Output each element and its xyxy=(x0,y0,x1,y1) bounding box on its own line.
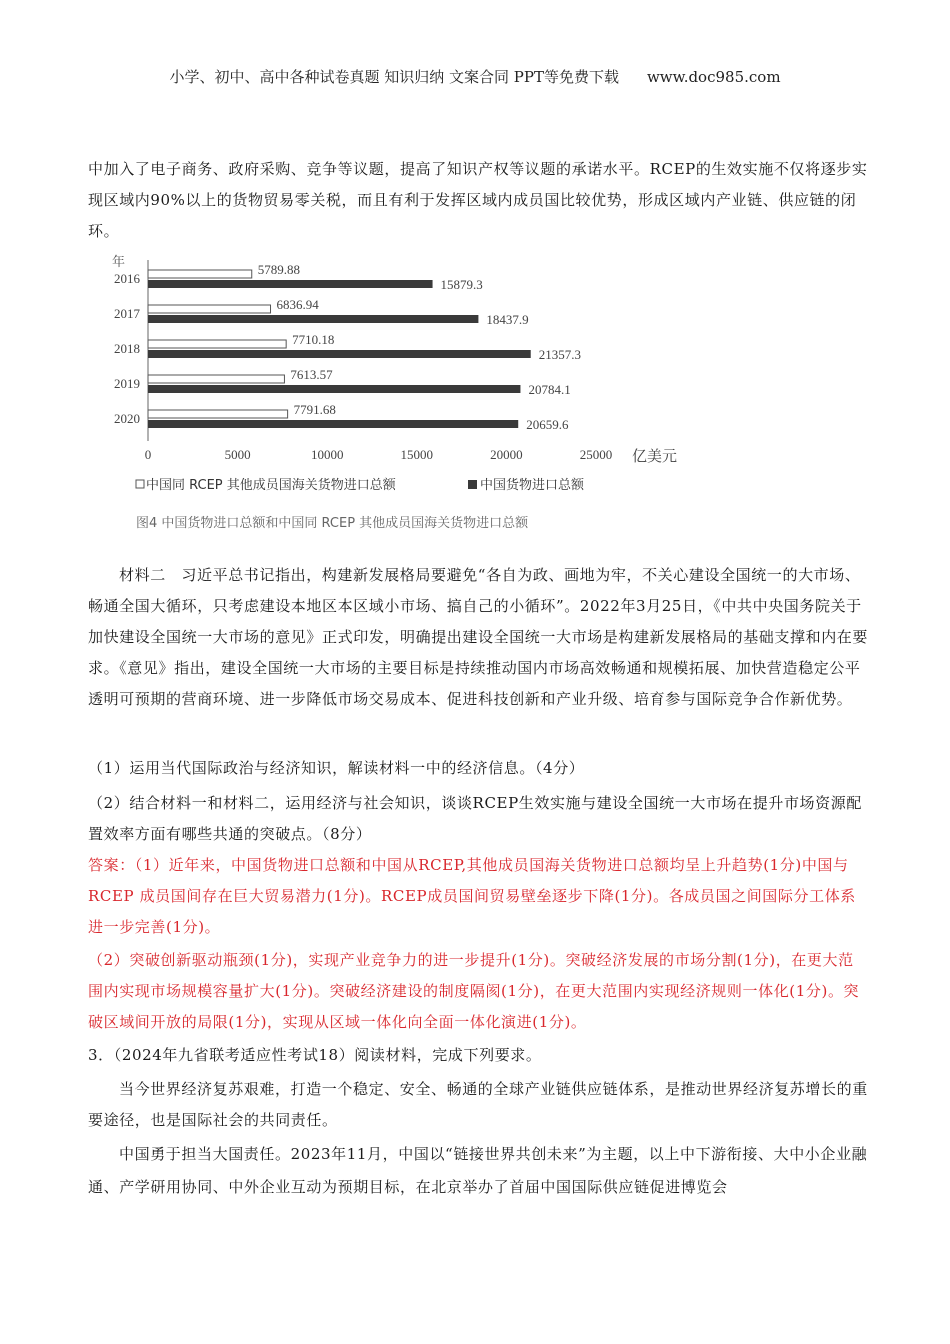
x-tick-15000: 15000 xyxy=(400,447,434,462)
material-two: 材料二 习近平总书记指出，构建新发展格局要避免“各自为政、画地为牢，不关心建设全国统一的大市场、畅通全国大循环，只考虑建设本地区本区域小市场、搞自己的小循环”。2022年3月25日，《中共中央国务院关于加快建设全国统一大市场的意见》正式印发，明确提出建设全国统一大市场是构建新发展格局的基础支撑和内在要求。《意见》指出，建设全国统一大市场的主要目标是持续推动国内市场高效畅通和规模拓展、加快营造稳定公平透明可预期的营商环境、进一步降低市场交易成本、促进科技创新和产业升级、培育参与国际竞争合作新优势。 xyxy=(88,566,869,708)
question-3-china-paragraph: 中国勇于担当大国责任。2023年11月，中国以“链接世界共创未来”为主题，以上中下游衔接、大中小企业融通、产学研用协同、中外企业互动为预期目标，在北京举办了首届中国国际供应链促进博览会 xyxy=(88,1145,868,1196)
legend-swatch-total xyxy=(468,480,477,489)
bar-total-2017 xyxy=(148,315,478,323)
header-text: 小学、初中、高中各种试卷真题 知识归纳 文案合同 PPT等免费下载 xyxy=(169,68,619,86)
answer-2: （2）突破创新驱动瓶颈(1分)，实现产业竞争力的进一步提升(1分)。突破经济发展的市场分割(1分)，在更大范围内实现市场规模容量扩大(1分)。突破经济建设的制度隔阂(1分)，在更大范围内实现经济规则一体化(1分)。突破区域间开放的局限(1分)，实现从区域一体化向全面一体化演进(1分)。 xyxy=(88,951,860,1031)
chart-svg xyxy=(96,252,716,542)
question-2: （2）结合材料一和材料二，运用经济与社会知识，谈谈RCEP生效实施与建设全国统一大市场在提升市场资源配置效率方面有哪些共通的突破点。（8分） xyxy=(88,794,862,843)
category-label-2016: 2016 xyxy=(114,271,140,286)
bar-rcep-2019 xyxy=(148,375,284,383)
bar-rcep-2017 xyxy=(148,305,271,313)
x-tick-10000: 10000 xyxy=(310,447,344,462)
data-label-total-2017: 18437.9 xyxy=(486,312,529,327)
bar-rcep-2016 xyxy=(148,270,252,278)
bar-rcep-2020 xyxy=(148,410,288,418)
bar-total-2016 xyxy=(148,280,433,288)
data-label-rcep-2020: 7791.68 xyxy=(293,402,336,417)
x-tick-25000: 25000 xyxy=(579,447,613,462)
question-3-title: 3．（2024年九省联考适应性考试18）阅读材料，完成下列要求。 xyxy=(88,1046,542,1064)
data-label-rcep-2017: 6836.94 xyxy=(276,297,319,312)
bar-rcep-2018 xyxy=(148,340,286,348)
bar-total-2019 xyxy=(148,385,520,393)
x-tick-5000: 5000 xyxy=(224,447,251,462)
import-chart xyxy=(96,252,716,542)
x-tick-20000: 20000 xyxy=(490,447,523,462)
chart-title: 图4 中国货物进口总额和中国同 RCEP 其他成员国海关货物进口总额 xyxy=(136,516,529,531)
category-label-2020: 2020 xyxy=(114,411,140,426)
data-label-rcep-2016: 5789.88 xyxy=(257,262,301,277)
bar-total-2018 xyxy=(148,350,531,358)
legend-label-total: 中国货物进口总额 xyxy=(480,478,585,493)
question-1: （1）运用当代国际政治与经济知识，解读材料一中的经济信息。（4分） xyxy=(88,759,585,777)
y-axis-label: 年 xyxy=(112,254,126,269)
header-site-link[interactable]: www.doc985.com xyxy=(646,68,781,86)
data-label-rcep-2018: 7710.18 xyxy=(292,332,335,347)
category-label-2019: 2019 xyxy=(114,376,140,391)
data-label-total-2016: 15879.3 xyxy=(440,277,483,292)
x-tick-0: 0 xyxy=(144,447,152,462)
data-label-total-2020: 20659.6 xyxy=(526,417,569,432)
data-label-total-2019: 20784.1 xyxy=(528,382,571,397)
data-label-total-2018: 21357.3 xyxy=(538,347,581,362)
legend-swatch-rcep xyxy=(136,480,144,488)
answer-1: 答案：（1）近年来，中国货物进口总额和中国从RCEP,其他成员国海关货物进口总额均呈上升趋势(1分)中国与 RCEP 成员国间存在巨大贸易潜力(1分)。RCEP成员国间贸易壁垒逐步下降(1分)。各成员国之间国际分工体系进一步完善(1分)。 xyxy=(88,856,856,936)
question-3-intro: 当今世界经济复苏艰难，打造一个稳定、安全、畅通的全球产业链供应链体系，是推动世界经济复苏增长的重要途径，也是国际社会的共同责任。 xyxy=(88,1080,868,1129)
category-label-2018: 2018 xyxy=(114,341,140,356)
category-label-2017: 2017 xyxy=(114,306,140,321)
intro-paragraph: 中加入了电子商务、政府采购、竞争等议题，提高了知识产权等议题的承诺水平。RCEP的生效实施不仅将逐步实现区域内90%以上的货物贸易零关税，而且有利于发挥区域内成员国比较优势，形成区域内产业链、供应链的闭环。 xyxy=(88,160,868,240)
bar-total-2020 xyxy=(148,420,518,428)
data-label-rcep-2019: 7613.57 xyxy=(290,367,333,382)
legend-label-rcep: 中国同 RCEP 其他成员国海关货物进口总额 xyxy=(146,478,396,493)
page-header xyxy=(0,66,950,87)
x-axis-label: 亿美元 xyxy=(632,447,678,465)
